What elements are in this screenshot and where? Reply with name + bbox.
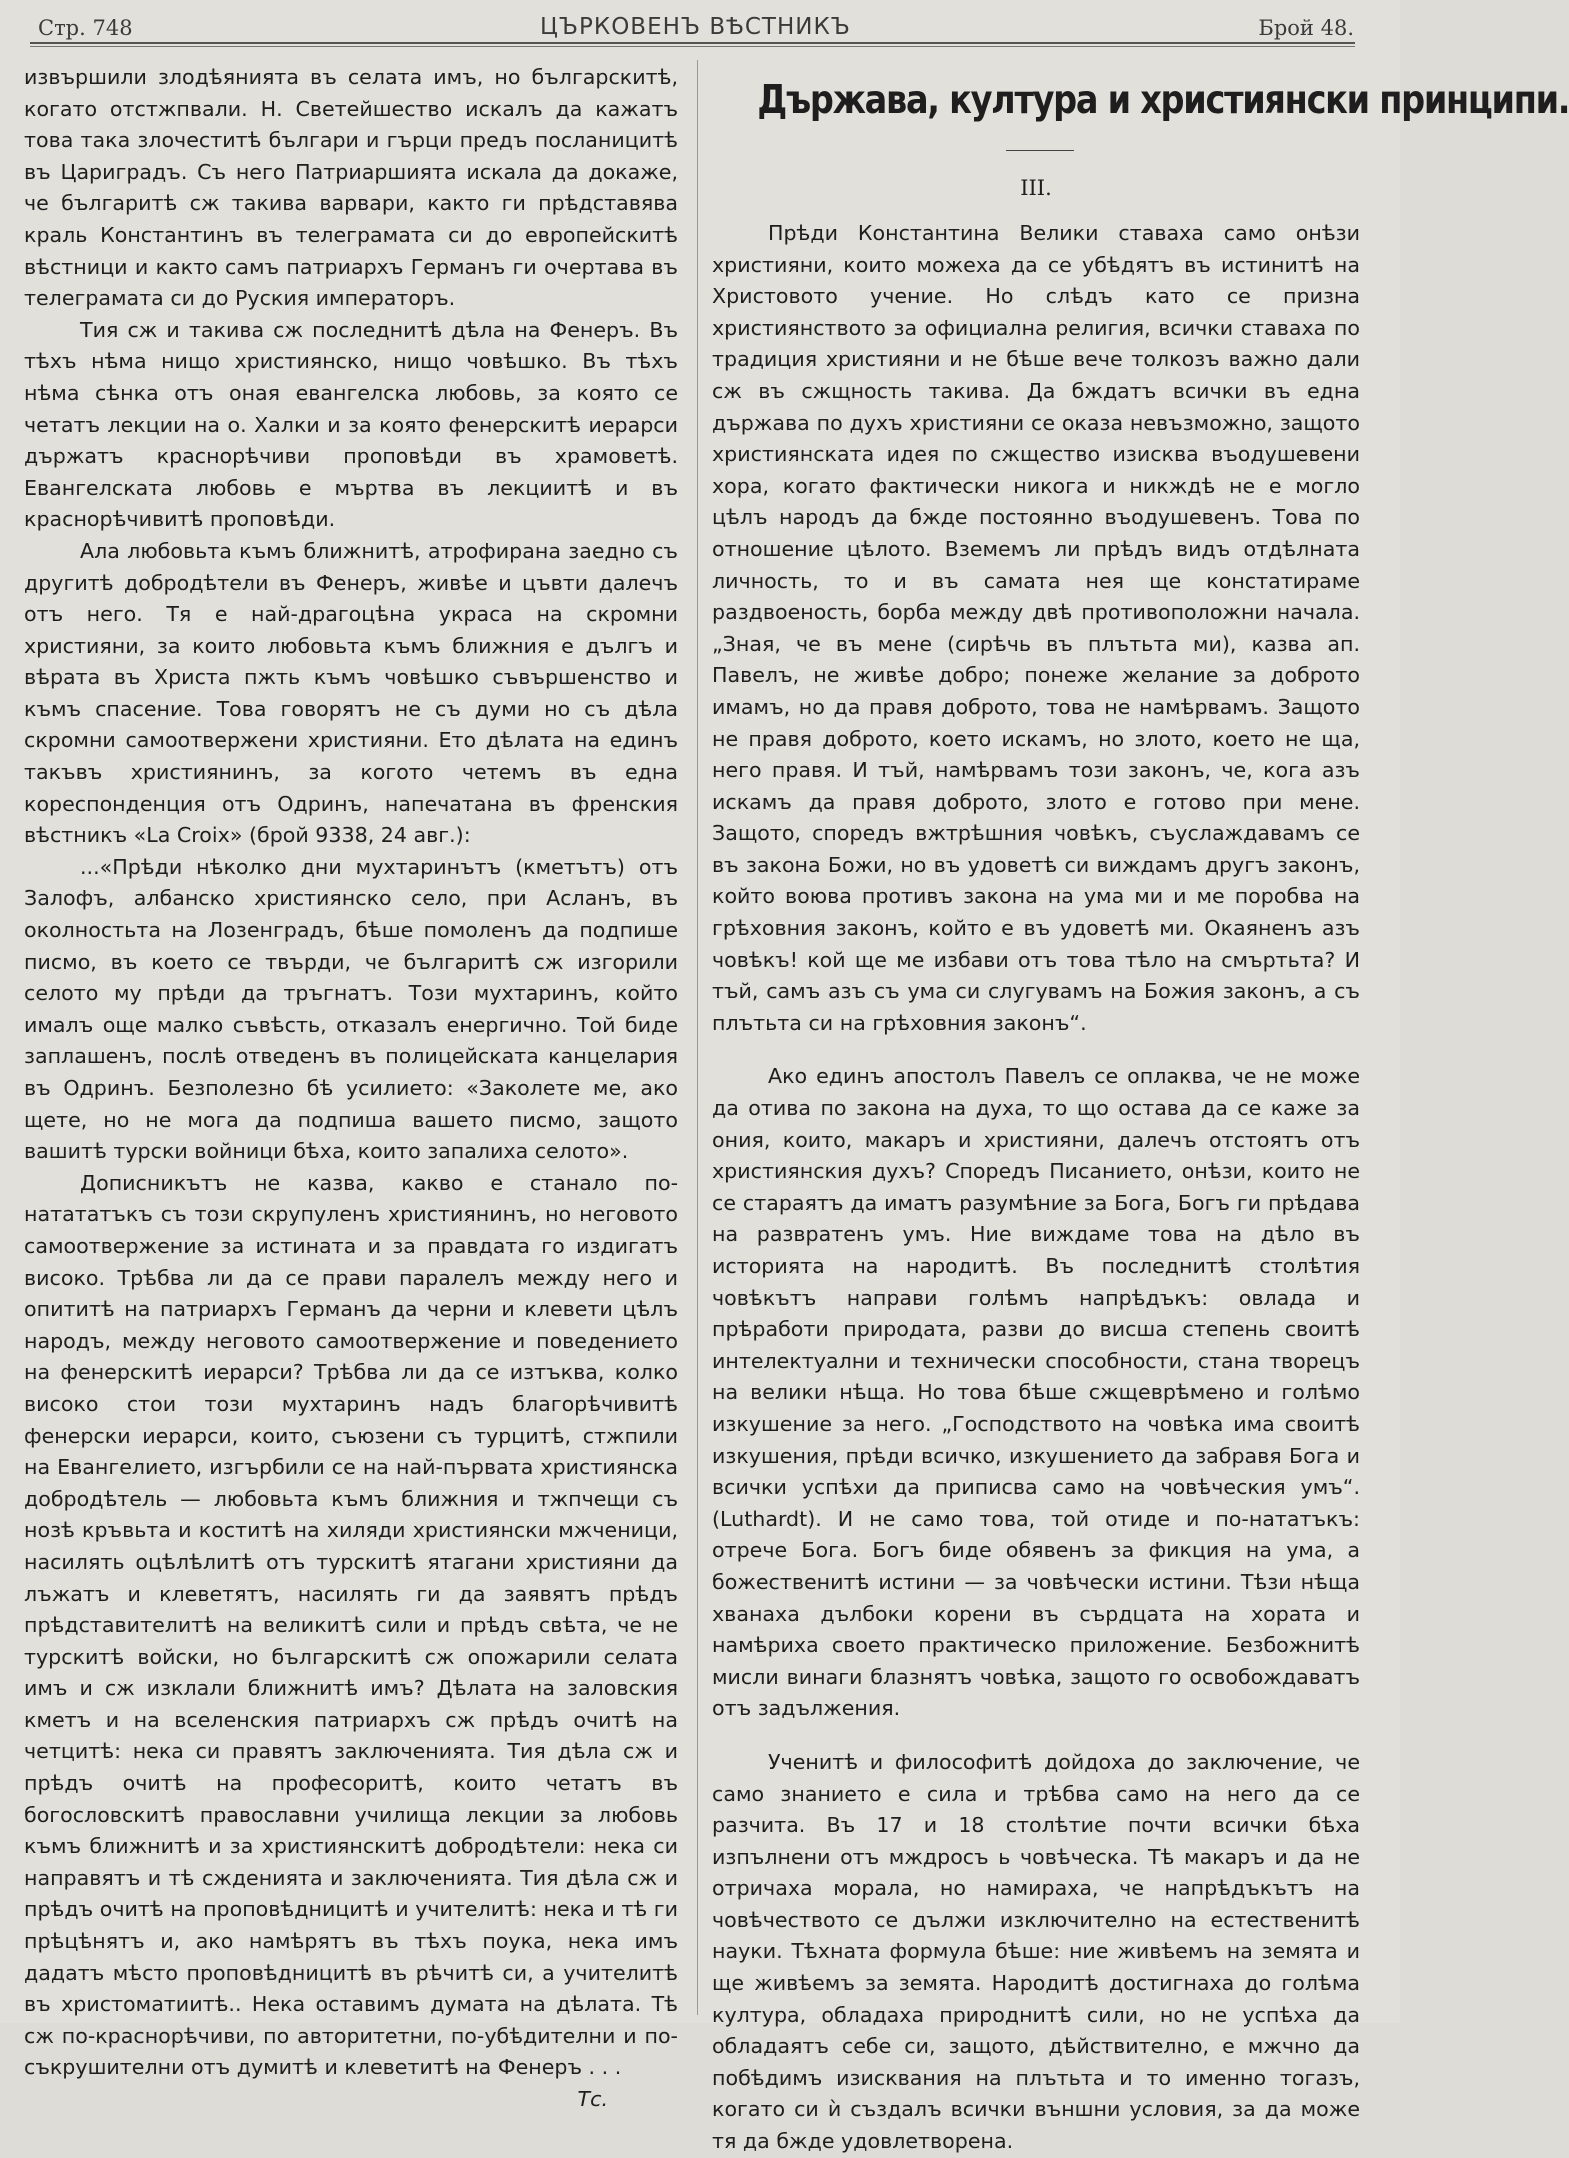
paragraph: извършили злодѣянията въ селата имъ, но българскитѣ, когато отстжпвали. Н. Светейшество искалъ да кажатъ това така злочеститѣ българи и гърци предъ посланицитѣ въ Цариградъ. Съ него Патриаршията искала да докаже, че българитѣ сж такива варвари, както ги прѣдставява краль Константинъ въ телеграмата си до европейскитѣ вѣстници и както самъ патриархъ Германъ ги очертава въ телеграмата си до Руския императоръ. [24,65,678,311]
left-column [24,62,678,2116]
paragraph-gap [712,1039,1360,1061]
paragraph: Тия сж и такива сж последнитѣ дѣла на Фенеръ. Въ тѣхъ нѣма нищо християнско, нищо човѣшко. Въ тѣхъ нѣма сѣнка отъ оная евангелска любовь, за която се четатъ лекции на о. Халки и за която фенерскитѣ иерарси държатъ краснорѣчиви проповѣди въ храмоветѣ. Евангелската любовь е мъртва въ лекциитѣ и въ краснорѣчивитѣ проповѣди. [24,317,678,532]
paragraph: Ако единъ апостолъ Павелъ се оплаква, че не може да отива по закона на духа, то що остава да се каже за ония, които, макаръ и християни, далечъ отстоятъ отъ християнския духъ? Споредъ Писанието, онѣзи, които не се стараятъ да иматъ разумѣние за Бога, Богъ ги прѣдава на развратенъ умъ. Ние виждаме това на дѣло въ историята на народитѣ. Въ последнитѣ столѣтия човѣкътъ направи голѣмъ напрѣдъкъ: овлада и прѣработи природата, разви до висша степень своитѣ интелектуални и технически способности, стана творецъ на велики нѣща. Но това бѣше сжщеврѣмено и голѣмо изкушение за него. „Господството на човѣка има своитѣ изкушения, прѣди всичко, изкушението да забравя Бога и всички успѣхи да приписва само на човѣческия умъ“. (Luthardt). И не само това, той отиде и по-нататъкъ: отрече Бога. Богъ биде обявенъ за фикция на ума, а божественитѣ истини — за човѣчески истини. Тѣзи нѣща хванаха дълбоки корени въ сърдцата на хората и намѣриха своето практическо приложение. Безбожнитѣ мисли винаги блазнятъ човѣка, защото го освобождаватъ отъ задължения. [712,1064,1360,1721]
article-title: Държава, култура и християнски принципи. [757,78,1569,123]
paragraph: Дописникътъ не казва, какво е станало по-натататъкъ съ този скрупуленъ християнинъ, но неговото самоотвержение за истината и за правдата го издигатъ високо. Трѣбва ли да се прави паралелъ между него и опититѣ на патриархъ Германъ да черни и клевети цѣлъ народъ, между неговото самоотвержение и поведението на фенерскитѣ иерарси? Трѣбва ли да се изтъква, колко високо стои този мухтаринъ надъ благорѣчивитѣ фенерски иерарси, които, съюзени съ турцитѣ, стжпили на Евангелието, изгърбили се на най-първата християнска добродѣтель — любовьта къмъ ближния и тжпчещи съ нозѣ кръвьта и коститѣ на хиляди християнски мжченици, насилять оцѣлѣлитѣ отъ турскитѣ ятагани християни да лъжатъ и клеветятъ, насилять ги да заявятъ прѣдъ прѣдставителитѣ на великитѣ сили и прѣдъ свѣта, че не турскитѣ войски, но българскитѣ сж опожарили селата имъ и сж изклали ближнитѣ имъ? Дѣлата на заловския кметъ и на вселенския патриархъ сж прѣдъ очитѣ на четцитѣ: нека си правятъ заключенията. Тия дѣла сж и прѣдъ очитѣ на професоритѣ, които четатъ въ богословскитѣ православни училища лекции за любовь къмъ ближнитѣ и за християнскитѣ добродѣтели: нека си направятъ и тѣ сжденията и заключенията. Тия дѣла сж и прѣдъ очитѣ на проповѣдницитѣ и учителитѣ: нека и тѣ ги прѣцѣнятъ и, ако намѣрятъ въ тѣхъ поука, нека имъ дадатъ мѣсто проповѣдницитѣ въ рѣчитѣ си, а учителитѣ въ христоматиитѣ.. Нека оставимъ думата на дѣлата. Тѣ сж по-краснорѣчиви, по авторитетни, по-убѣдителни и по-съкрушителни отъ думитѣ и клеветитѣ на Фенеръ . . . [24,1170,678,2080]
header-rule [30,42,1355,44]
paragraph-gap [712,1725,1360,1747]
column-divider [697,60,698,2015]
header-rule-thin [30,46,1355,47]
title-rule [1006,150,1074,151]
page-number: Стр. 748 [38,16,133,40]
paragraph: Ала любовьта къмъ ближнитѣ, атрофирана заедно съ другитѣ добродѣтели въ Фенеръ, живѣе и цъвти далечъ отъ него. Тя е най-драгоцѣна украса на скромни християни, за които любовьта къмъ ближния е дългъ и вѣрата въ Христа пжть къмъ човѣшко съвършенство и къмъ спасение. Това говорятъ не съ думи но съ дѣла скромни самоотвержени християни. Ето дѣлата на единъ такъвъ християнинъ, за когото четемъ въ една кореспонденция отъ Одринъ, напечатана въ френския вѣстникъ «La Croix» (брой 9338, 24 авг.): [24,538,678,848]
quote-paragraph: ...«Прѣди нѣколко дни мухтаринътъ (кметътъ) отъ Залофъ, албанско християнско село, при Асланъ, въ околностьта на Лозенградъ, бѣше помоленъ да подпише писмо, въ което се твърди, че българитѣ сж изгорили селото му прѣди да тръгнатъ. Този мухтаринъ, който ималъ още малко съвѣсть, отказалъ енергично. Той биде заплашенъ, послѣ отведенъ въ полицейската канцелария въ Одринъ. Безполезно бѣ усилието: «Заколете ме, ако щете, но не мога да подпиша вашето писмо, защото вашитѣ турски войници бѣха, които запалиха селото». [24,854,678,1164]
page-header [38,6,1354,40]
right-column [712,218,1360,2158]
paragraph: Прѣди Константина Велики ставаха само онѣзи християни, които можеха да се убѣдятъ въ истинитѣ на Христовото учение. Но слѣдъ като се призна християнството за официална религия, всички ставаха по традиция християни и не бѣше вече толкозъ важно дали сж въ сжщность такива. Да бждатъ всички въ една държава по духъ християни се оказа невъзможно, защото християнската идея по сжщество изисква въодушевени хора, когато фактически никога и никждѣ не е могло цѣлъ народъ да бжде постоянно въодушевенъ. Това по отношение цѣлото. Вземемъ ли прѣдъ видъ отдѣлната личность, то и въ самата нея ще констатираме раздвоеность, борба между двѣ противоположни начала. „Зная, че въ мене (сирѣчь въ плътьта ми), казва ап. Павелъ, не живѣе добро; понеже желание за доброто имамъ, но да правя доброто, това не намѣрвамъ. Защото не правя доброто, което искамъ, но злото, което не ща, него правя. И тъй, намѣрвамъ този законъ, че, кога азъ искамъ да правя доброто, злото е готово при мене. Защото, споредъ вжтрѣшния човѣкъ, съуслаждавамъ се въ закона Божи, но въ удоветѣ си виждамъ другъ законъ, който воюва противъ закона на ума ми и ме поробва на грѣховния законъ, който е въ удоветѣ ми. Окаяненъ азъ човѣкъ! кой ще ме избави отъ това тѣло на смъртьта? И тъй, самъ азъ съ ума си слугувамъ на Божия законъ, а съ плътьта си на грѣховния законъ“. [712,221,1360,1035]
paragraph: Ученитѣ и философитѣ дойдоха до заключение, че само знанието е сила и трѣбва само на него да се разчита. Въ 17 и 18 столѣтие почти всички бѣха изпълнени отъ мждросъ ь човѣческа. Тѣ макаръ и да не отричаха морала, но намираха, че напрѣдъкътъ на човѣчеството се дължи изключително на естественитѣ науки. Тѣхната формула бѣше: ние живѣемъ на земята и ще живѣемъ за земята. Народитѣ достигнаха до голѣма култура, обладаха природнитѣ сили, но не успѣха да обладаятъ себе си, защото, дѣйствително, е мжчно да побѣдимъ изисквания на плътьта и то именно тогазъ, когато си ѝ създалъ всички външни условия, за да може тя да бжде удовлетворена. [712,1749,1360,2154]
signature: Тс. [577,2087,608,2111]
issue-number: Брой 48. [1258,16,1354,40]
section-number: III. [1020,176,1052,200]
newspaper-title: ЦЪРКОВЕНЪ ВѢСТНИКЪ [540,14,851,40]
